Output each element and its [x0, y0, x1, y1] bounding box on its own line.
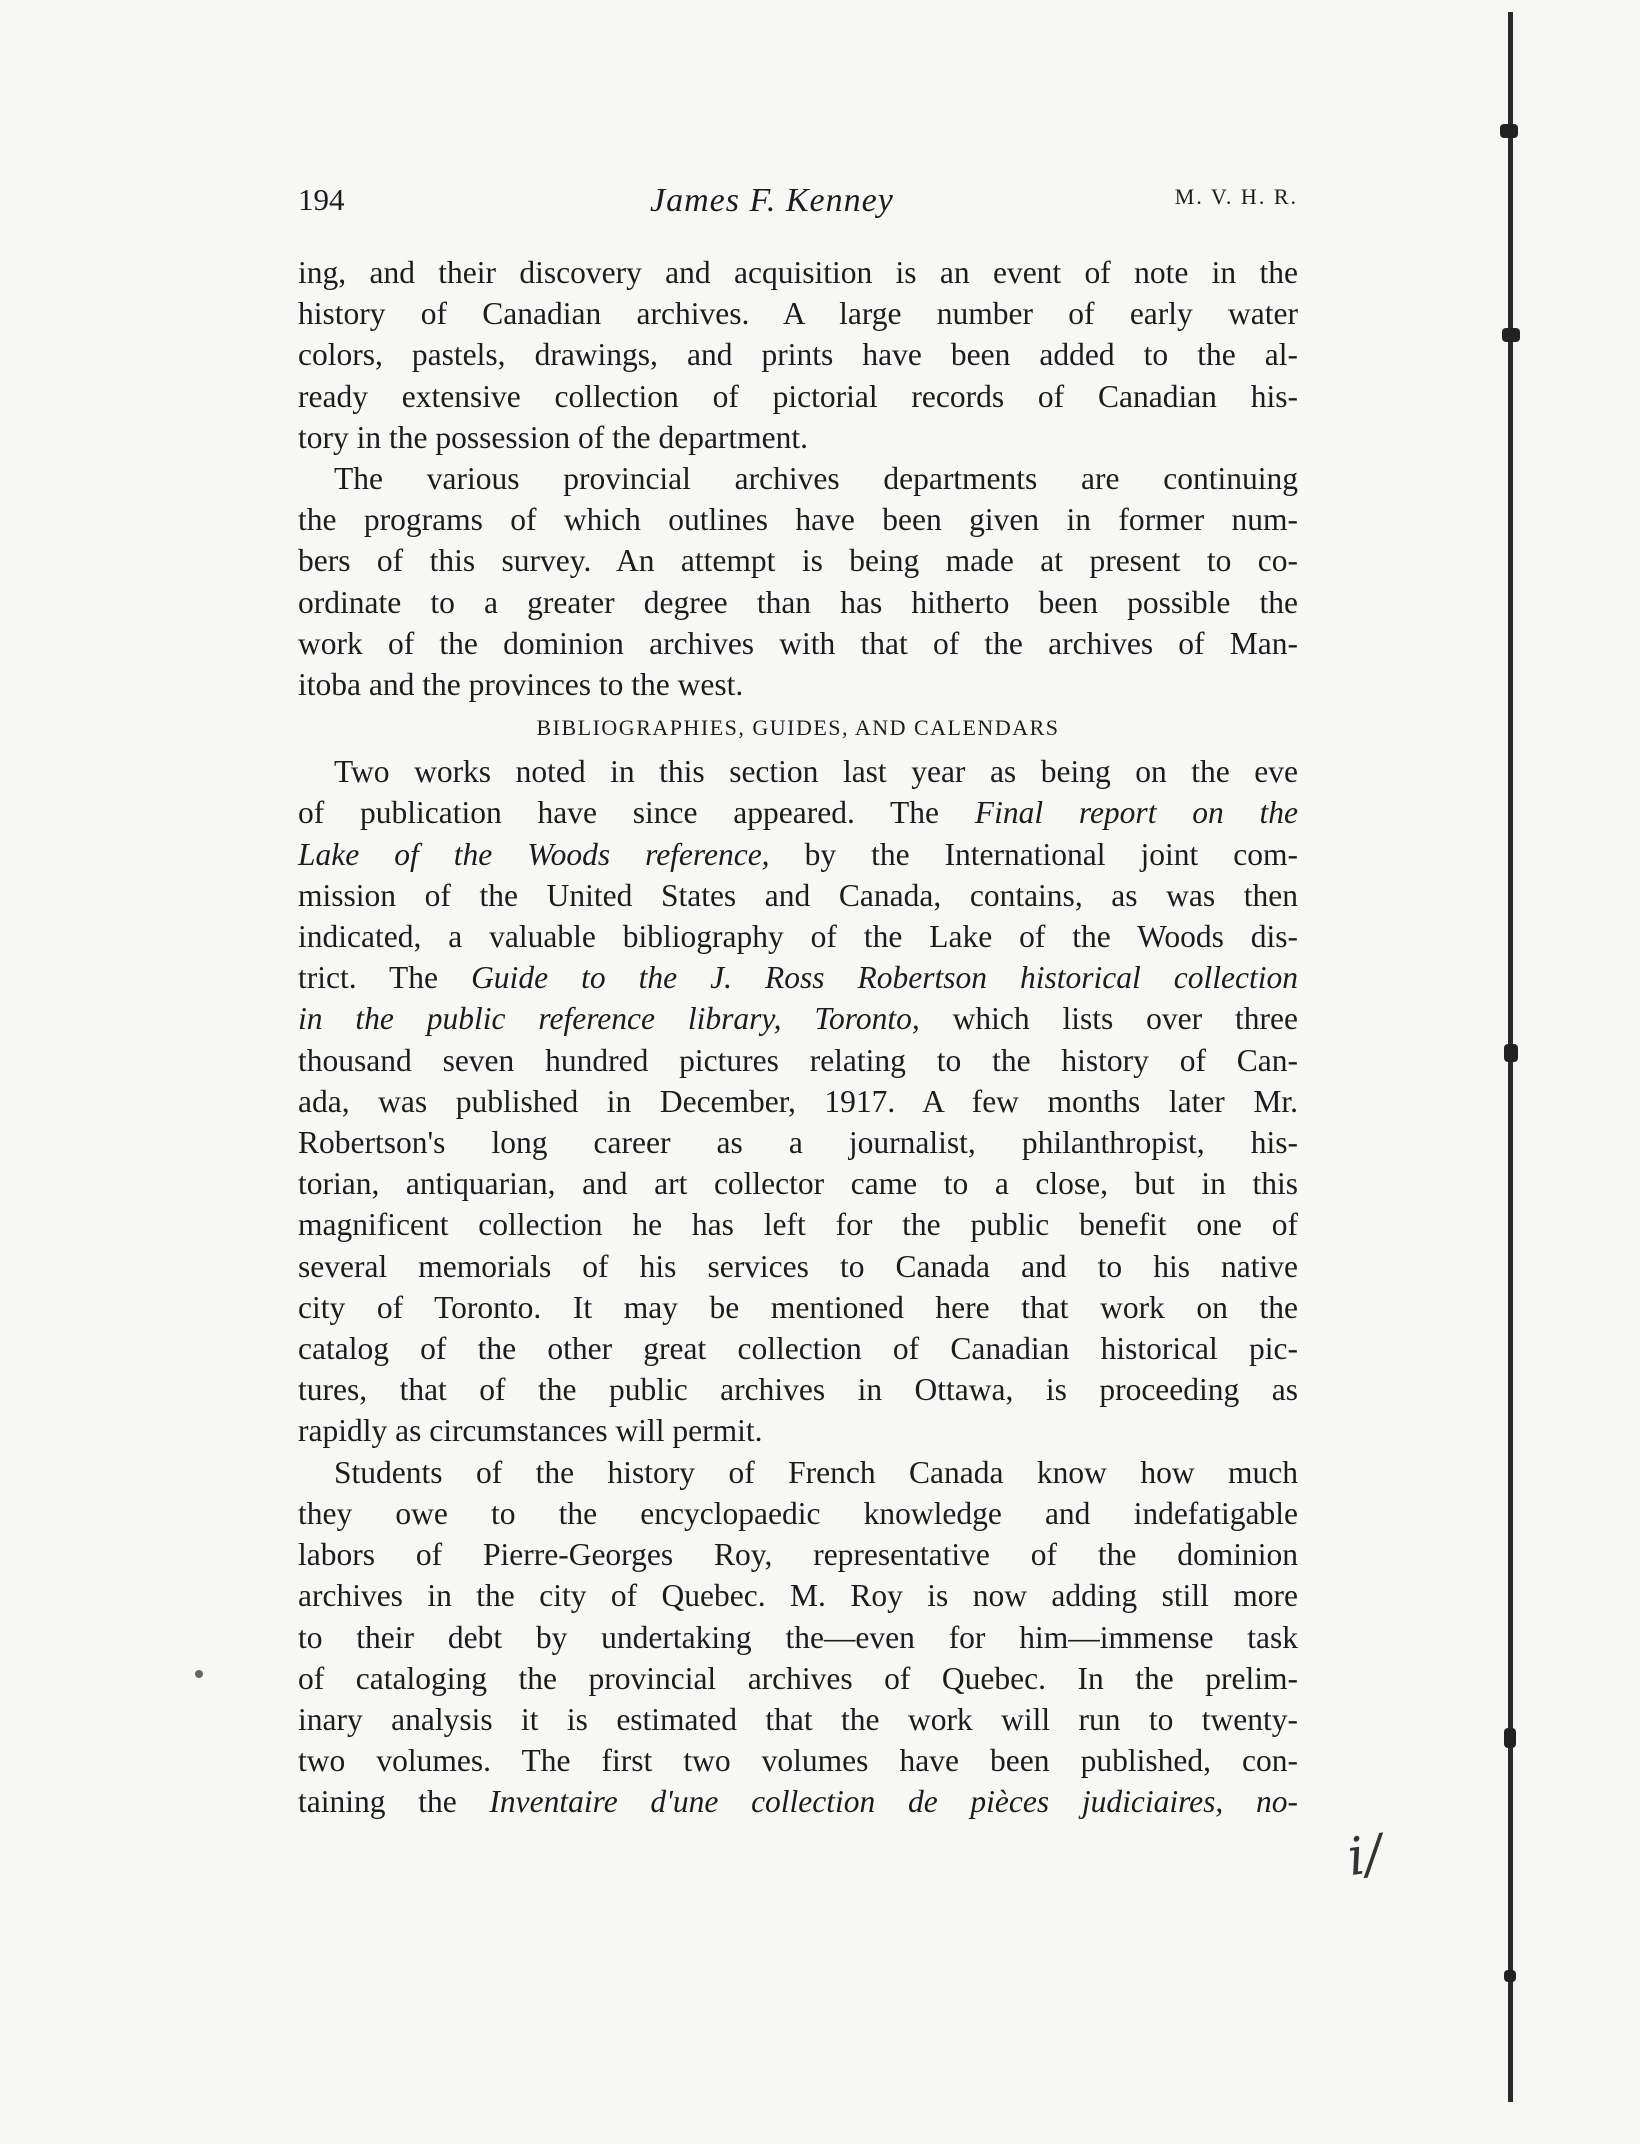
text-line: ada, was published in December, 1917. A few months later Mr. [298, 1083, 1298, 1119]
italic-title: Inventaire d'une collection de pièces judiciaires, no- [489, 1784, 1298, 1820]
text-line [298, 998, 1298, 1039]
journal-abbreviation: M. V. H. R. [1174, 184, 1298, 209]
text-line: catalog of the other great collection of Canadian historical pic- [298, 1331, 1298, 1367]
italic-title: Guide to the J. Ross Robertson historical collection [471, 960, 1298, 996]
running-header [298, 182, 1298, 232]
text-run: trict. The [298, 960, 472, 996]
text-line [298, 834, 1298, 875]
text-line: labors of Pierre-Georges Roy, representative of the dominion [298, 1537, 1298, 1573]
paragraph-4 [298, 1452, 1298, 1823]
paragraph-1 [298, 252, 1298, 458]
text-line: to their debt by undertaking the—even for him—immense task [298, 1619, 1298, 1655]
text-line: tory in the possession of the department. [298, 419, 809, 455]
text-line: Students of the history of French Canada know how much [334, 1454, 1298, 1490]
italic-title: in the public reference library, Toronto, [298, 1001, 920, 1037]
body-text [298, 252, 1298, 1823]
text-line: history of Canadian archives. A large number of early water [298, 296, 1298, 332]
binding-mark [1504, 1044, 1518, 1062]
text-line: indicated, a valuable bibliography of the Lake of the Woods dis- [298, 919, 1298, 955]
text-line: thousand seven hundred pictures relating to the history of Can- [298, 1042, 1298, 1078]
section-heading: BIBLIOGRAPHIES, GUIDES, AND CALENDARS [536, 715, 1060, 741]
handwritten-margin-note: i/ [1343, 1823, 1387, 1889]
text-line: two volumes. The first two volumes have been published, con- [298, 1743, 1298, 1779]
text-line: of cataloging the provincial archives of Quebec. In the prelim- [298, 1660, 1298, 1696]
text-line: Two works noted in this section last year as being on the eve [334, 754, 1298, 790]
binding-mark [1500, 124, 1518, 138]
text-line [298, 957, 1298, 998]
text-line: archives in the city of Quebec. M. Roy is now adding still more [298, 1578, 1298, 1614]
italic-title: Final report on the [974, 795, 1299, 831]
running-title: James F. Kenney [650, 182, 894, 219]
text-run: of publication have since appeared. The [298, 795, 975, 831]
binding-mark [1504, 1970, 1516, 1982]
text-line: tures, that of the public archives in Ottawa, is proceeding as [298, 1372, 1298, 1408]
text-line [298, 792, 1298, 833]
text-line: inary analysis it is estimated that the work will run to twenty- [298, 1701, 1298, 1737]
paragraph-2 [298, 458, 1298, 705]
text-line: bers of this survey. An attempt is being made at present to co- [298, 543, 1298, 579]
text-line: several memorials of his services to Canada and to his native [298, 1248, 1298, 1284]
text-line: rapidly as circumstances will permit. [298, 1413, 763, 1449]
binding-mark [1504, 1728, 1516, 1748]
text-line: The various provincial archives departments are continuing [334, 461, 1298, 497]
page-number: 194 [298, 182, 345, 217]
binding-mark [1502, 328, 1520, 342]
text-line: Robertson's long career as a journalist, philanthropist, his- [298, 1125, 1298, 1161]
italic-title: Lake of the Woods reference, [298, 836, 770, 872]
text-run: by the International joint com- [769, 836, 1298, 872]
text-line: ing, and their discovery and acquisition is an event of note in the [298, 255, 1298, 290]
text-line [298, 1781, 1298, 1822]
text-line: work of the dominion archives with that of the archives of Man- [298, 625, 1298, 661]
text-line: torian, antiquarian, and art collector came to a close, but in this [298, 1166, 1298, 1202]
text-run: taining the [298, 1784, 490, 1820]
text-line: mission of the United States and Canada, contains, as was then [298, 877, 1298, 913]
text-line: colors, pastels, drawings, and prints have been added to the al- [298, 337, 1298, 373]
text-line: the programs of which outlines have been given in former num- [298, 502, 1298, 538]
paragraph-3 [298, 751, 1298, 1451]
text-line: ordinate to a greater degree than has hitherto been possible the [298, 584, 1298, 620]
text-line: magnificent collection he has left for the public benefit one of [298, 1207, 1298, 1243]
text-line: city of Toronto. It may be mentioned here that work on the [298, 1289, 1298, 1325]
text-line: itoba and the provinces to the west. [298, 667, 744, 703]
text-run: which lists over three [919, 1001, 1298, 1037]
text-line: they owe to the encyclopaedic knowledge and indefatigable [298, 1495, 1298, 1531]
scan-speck [195, 1670, 203, 1678]
text-line: ready extensive collection of pictorial records of Canadian his- [298, 378, 1298, 414]
